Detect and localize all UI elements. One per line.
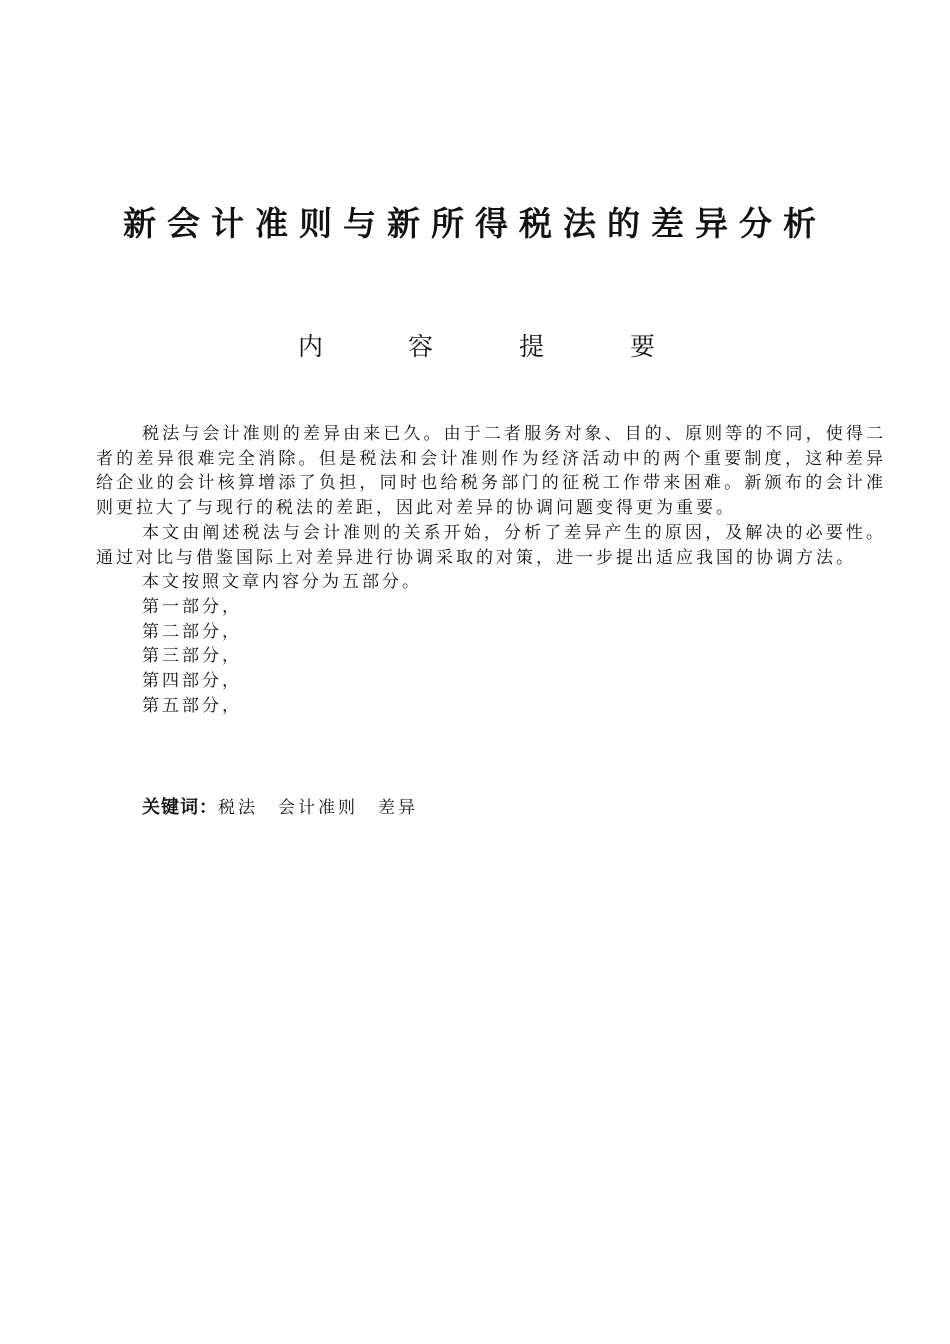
keywords-label: 关键词： <box>142 797 218 818</box>
document-title: 新会计准则与新所得税法的差异分析 <box>123 204 827 243</box>
part-item-3: 第三部分， <box>142 646 242 667</box>
part-item-1: 第一部分， <box>142 596 242 617</box>
abstract-body <box>96 422 886 718</box>
abstract-paragraph-2: 本文由阐述税法与会计准则的关系开始，分析了差异产生的原因，及解决的必要性。通过对比与借鉴国际上对差异进行协调采取的对策，进一步提出适应我国的协调方法。 <box>96 522 886 568</box>
part-item-2: 第二部分， <box>142 621 242 642</box>
keywords-line <box>142 796 438 820</box>
abstract-heading-char: 内 <box>298 332 324 361</box>
abstract-heading-char: 容 <box>408 332 434 361</box>
abstract-heading-char: 要 <box>630 332 656 361</box>
keyword: 税法 <box>218 798 258 818</box>
keyword: 差异 <box>378 798 418 818</box>
structure-intro: 本文按照文章内容分为五部分。 <box>142 572 422 593</box>
part-item-5: 第五部分， <box>142 695 242 716</box>
part-item-4: 第四部分， <box>142 671 242 692</box>
abstract-paragraph-1: 税法与会计准则的差异由来已久。由于二者服务对象、目的、原则等的不同，使得二者的差异很难完全消除。但是税法和会计准则作为经济活动中的两个重要制度，这种差异给企业的会计核算增添了负担，同时也给税务部门的征税工作带来困难。新颁布的会计准则更拉大了与现行的税法的差距，因此对差异的协调问题变得更为重要。 <box>96 424 886 519</box>
keyword: 会计准则 <box>278 798 358 818</box>
abstract-heading-char: 提 <box>519 332 545 361</box>
abstract-heading <box>0 330 950 364</box>
